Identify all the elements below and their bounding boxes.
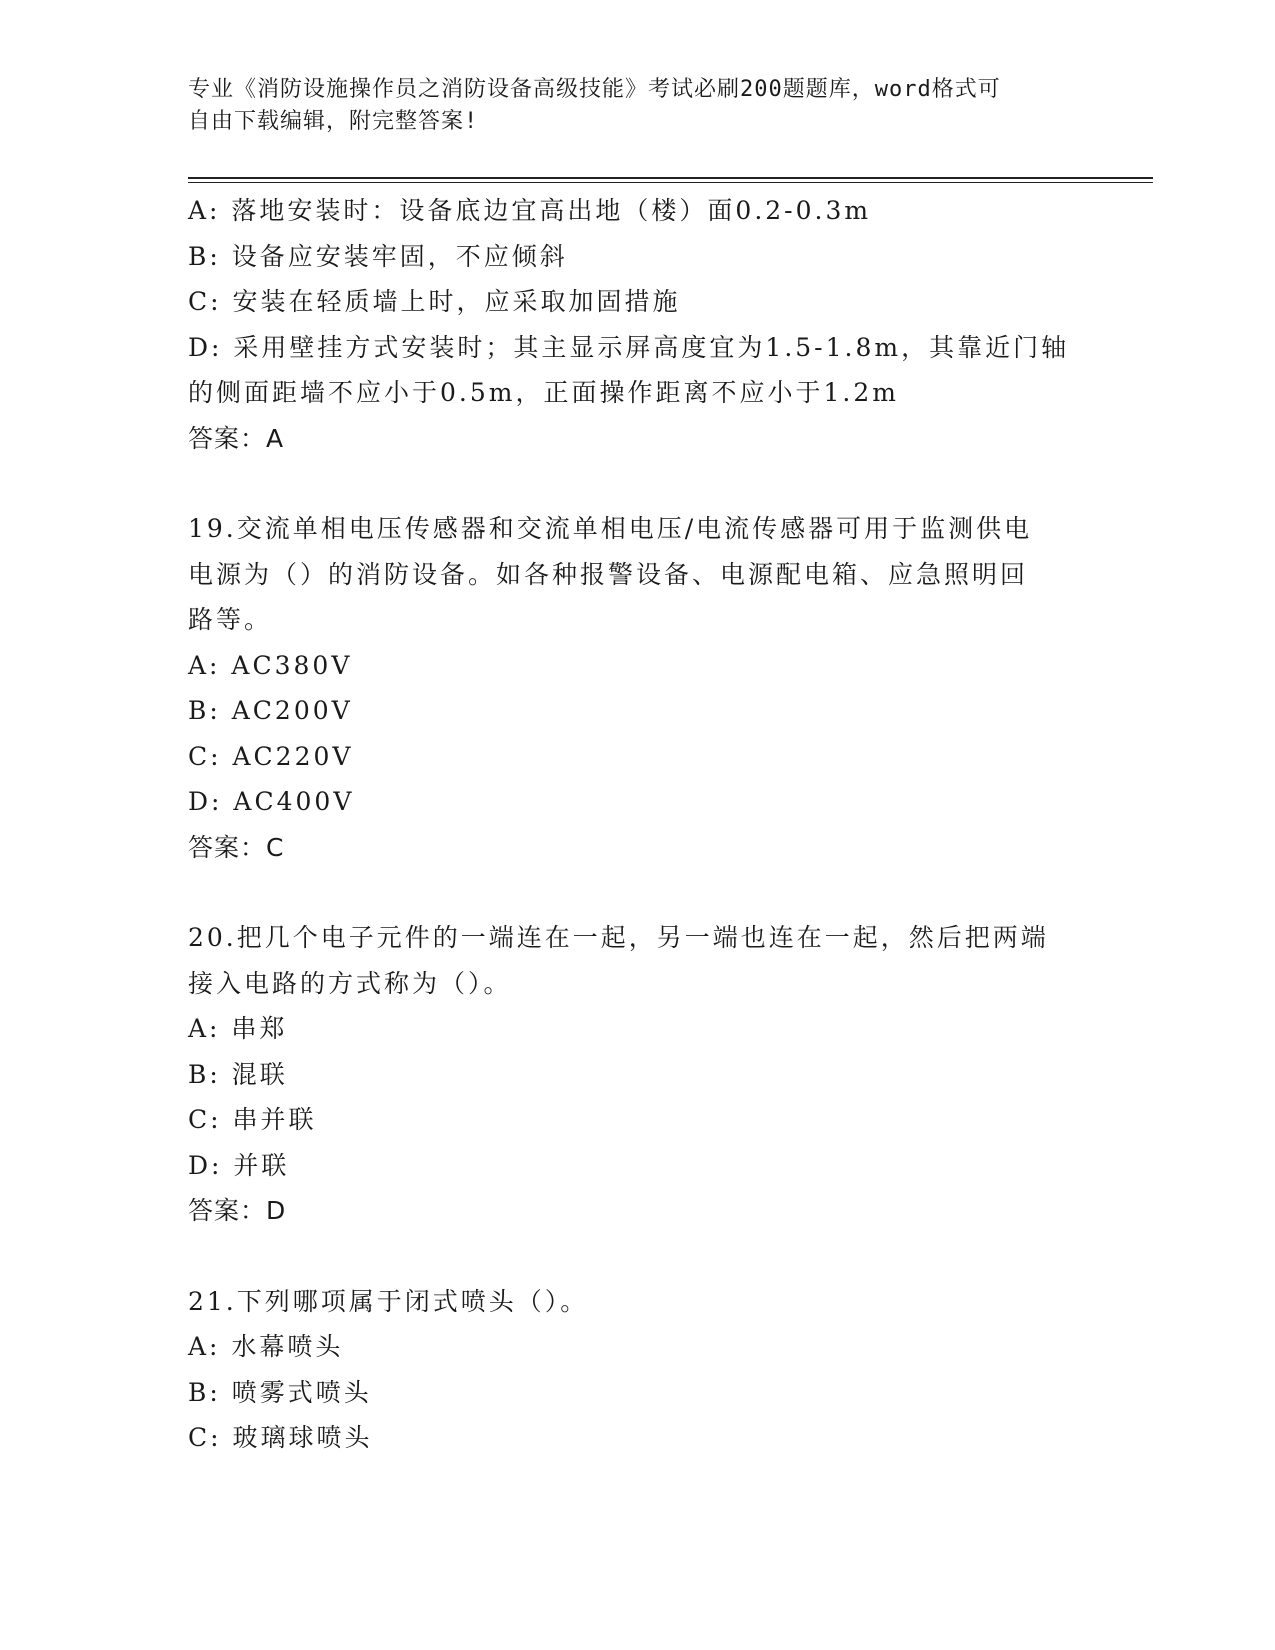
spacer <box>188 870 1088 915</box>
answer-line: 答案：C <box>188 832 285 862</box>
document-header <box>188 74 1068 138</box>
header-rule-thin <box>188 182 1153 183</box>
option-a: A: 串郑 <box>188 1014 288 1043</box>
answer-line: 答案：D <box>188 1196 287 1225</box>
question-20-block <box>188 915 1088 1234</box>
option-d-continued: 的侧面距墙不应小于0.5m，正面操作距离不应小于1.2m <box>188 378 899 407</box>
question-18-block <box>188 188 1088 461</box>
answer-line: 答案：A <box>188 423 285 453</box>
option-a: A: 水幕喷头 <box>188 1332 344 1361</box>
header-rule-thick <box>188 177 1153 179</box>
question-stem: 21.下列哪项属于闭式喷头（）。 <box>188 1286 589 1316</box>
question-19-block <box>188 506 1088 870</box>
option-c: C: 安装在轻质墙上时，应采取加固措施 <box>188 287 681 316</box>
option-b: B: 喷雾式喷头 <box>188 1377 372 1407</box>
spacer <box>188 461 1088 506</box>
option-c: C: 串并联 <box>188 1105 317 1134</box>
question-stem-continued: 接入电路的方式称为（）。 <box>188 968 512 998</box>
option-c: C: 玻璃球喷头 <box>188 1423 373 1452</box>
question-stem: 19.交流单相电压传感器和交流单相电压/电流传感器可用于监测供电 <box>188 514 1033 543</box>
option-b: B: AC200V <box>188 696 353 725</box>
header-line-2: 自由下载编辑，附完整答案! <box>188 109 479 134</box>
option-d: D: 并联 <box>188 1150 290 1180</box>
option-d: D: 采用壁挂方式安装时；其主显示屏高度宜为1.5-1.8m，其靠近门轴 <box>188 332 1070 362</box>
option-b: B: 混联 <box>188 1059 288 1089</box>
question-stem-continued: 电源为（）的消防设备。如各种报警设备、电源配电箱、应急照明回 <box>188 559 1029 589</box>
option-c: C: AC220V <box>188 741 354 771</box>
question-stem: 20.把几个电子元件的一端连在一起，另一端也连在一起，然后把两端 <box>188 923 1049 952</box>
header-line-1: 专业《消防设施操作员之消防设备高级技能》考试必刷200题题库，word格式可 <box>188 77 1001 102</box>
option-d: D: AC400V <box>188 787 355 816</box>
spacer <box>188 1234 1088 1279</box>
option-a: A: AC380V <box>188 650 353 680</box>
option-b: B: 设备应安装牢固，不应倾斜 <box>188 241 568 271</box>
question-stem-continued: 路等。 <box>188 605 273 634</box>
question-21-block <box>188 1279 1088 1461</box>
question-content <box>188 188 1088 1461</box>
option-a: A: 落地安装时：设备底边宜高出地（楼）面0.2-0.3m <box>188 196 872 225</box>
